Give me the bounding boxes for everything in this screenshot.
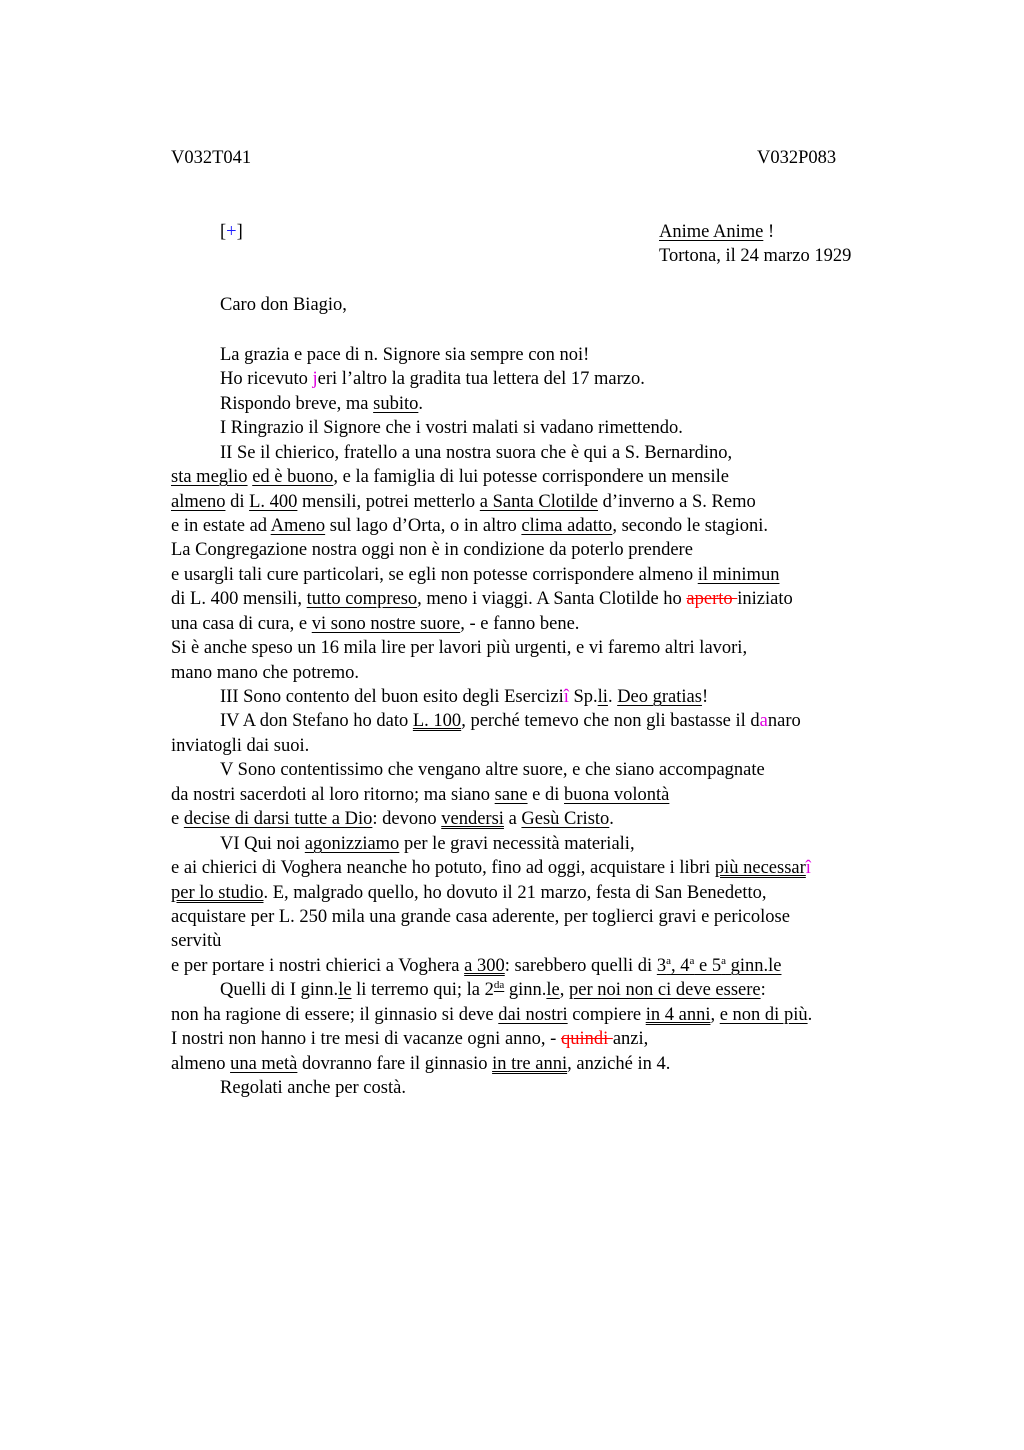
- text-line: servitù: [171, 931, 222, 951]
- salutation: Caro don Biagio,: [220, 295, 347, 315]
- text-line: per lo studio. E, malgrado quello, ho dovuto il 21 marzo, festa di San Benedetto,: [171, 883, 767, 903]
- text-line: una casa di cura, e vi sono nostre suore, - e fanno bene.: [171, 614, 580, 634]
- text-line: VI Qui noi agonizziamo per le gravi necessità materiali,: [220, 834, 635, 854]
- text-line: Regolati anche per costà.: [220, 1078, 406, 1098]
- text-line: Si è anche speso un 16 mila lire per lavori più urgenti, e vi faremo altri lavori,: [171, 638, 748, 658]
- text-line: La grazia e pace di n. Signore sia sempre con noi!: [220, 345, 590, 365]
- text-line: Quelli di I ginn.le li terremo qui; la $2^{da}$ ginn.le, per noi non ci deve essere:: [220, 978, 766, 1000]
- header-right-code: V032P083: [757, 148, 837, 168]
- text-line: Ho ricevuto jeri l’altro la gradita tua lettera del 17 marzo.: [220, 369, 645, 389]
- text-line: e decise di darsi tutte a Dio: devono vendersi a Gesù Cristo.: [171, 809, 614, 829]
- text-line: almeno una metà dovranno fare il ginnasio in tre anni, anziché in 4.: [171, 1054, 671, 1074]
- text-line: IV A don Stefano ho dato L. 100, perché temevo che non gli bastasse il danaro: [220, 711, 801, 731]
- text-line: Rispondo breve, ma subito.: [220, 394, 423, 414]
- text-line: sta meglio ed è buono, e la famiglia di lui potesse corrispondere un mensile: [171, 467, 729, 487]
- text-line: e per portare i nostri chierici a Voghera a 300: sarebbero quelli di 3$^a$, 4$^a$ e 5$^a$ ginn.le: [171, 954, 782, 976]
- text-line: almeno di L. 400 mensili, potrei metterlo a Santa Clotilde d’inverno a S. Remo: [171, 492, 756, 512]
- text-line: di L. 400 mensili, tutto compreso, meno i viaggi. A Santa Clotilde ho aperto iniziato: [171, 589, 793, 609]
- text-line: I Ringrazio il Signore che i vostri malati si vadano rimettendo.: [220, 418, 683, 438]
- text-line: V Sono contentissimo che vengano altre suore, e che siano accompagnate: [220, 760, 765, 780]
- text-line: La Congregazione nostra oggi non è in condizione da poterlo prendere: [171, 540, 693, 560]
- place-date: Tortona, il 24 marzo 1929: [659, 246, 852, 266]
- motto: Anime Anime !: [659, 222, 775, 242]
- cross-mark: [+]: [220, 222, 243, 242]
- header-left-code: V032T041: [171, 148, 252, 168]
- text-line: acquistare per L. 250 mila una grande casa aderente, per toglierci gravi e pericolose: [171, 907, 790, 927]
- text-line: da nostri sacerdoti al loro ritorno; ma siano sane e di buona volontà: [171, 785, 670, 805]
- text-line: inviatogli dai suoi.: [171, 736, 310, 756]
- text-line: non ha ragione di essere; il ginnasio si deve dai nostri compiere in 4 anni, e non di più.: [171, 1005, 813, 1025]
- text-line: I nostri non hanno i tre mesi di vacanze ogni anno, - quindi anzi,: [171, 1029, 649, 1049]
- text-line: III Sono contento del buon esito degli Eserciziî Sp.li. Deo gratias!: [220, 687, 709, 707]
- text-line: mano mano che potremo.: [171, 663, 360, 683]
- text-line: e ai chierici di Voghera neanche ho potuto, fino ad oggi, acquistare i libri più necessarî: [171, 858, 811, 878]
- text-line: II Se il chierico, fratello a una nostra suora che è qui a S. Bernardino,: [220, 443, 733, 463]
- text-line: e usargli tali cure particolari, se egli non potesse corrispondere almeno il minimun: [171, 565, 780, 585]
- text-line: e in estate ad Ameno sul lago d’Orta, o in altro clima adatto, secondo le stagioni.: [171, 516, 768, 536]
